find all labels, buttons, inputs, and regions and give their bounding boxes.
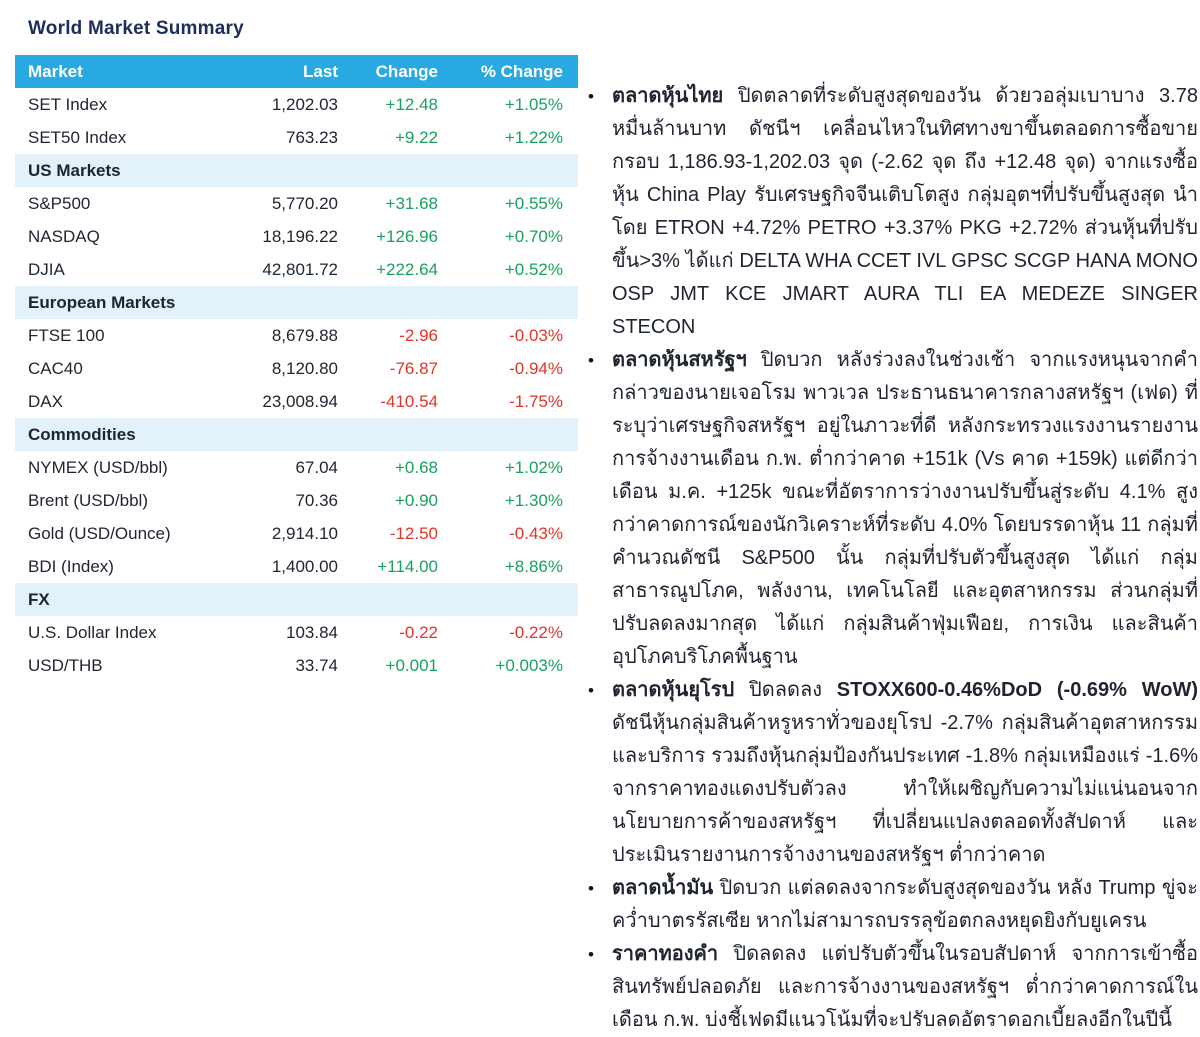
last-cell: 1,202.03: [271, 94, 338, 114]
change-cell: -2.96: [399, 325, 438, 345]
table-row: [15, 352, 578, 385]
pct-change-cell: +0.55%: [504, 193, 563, 213]
last-cell: 5,770.20: [271, 193, 338, 213]
change-cell: -410.54: [380, 391, 438, 411]
bullet-lead-bold: ตลาดน้ำมัน: [612, 877, 720, 899]
market-cell: SET50 Index: [28, 127, 127, 147]
table-row: [15, 616, 578, 649]
pct-change-cell: -0.43%: [509, 523, 563, 543]
bullet-text: [612, 943, 1198, 1031]
section-row: [15, 583, 578, 616]
world-market-table: [15, 55, 578, 682]
last-cell: 763.23: [286, 127, 338, 147]
market-cell: DAX: [28, 391, 63, 411]
change-cell: +0.68: [394, 457, 438, 477]
header-last: Last: [303, 61, 338, 81]
table-row: [15, 121, 578, 154]
pct-change-cell: +0.003%: [495, 655, 563, 675]
bullet-lead-bold: ตลาดหุ้นยุโรป: [612, 679, 750, 701]
pct-change-cell: +1.05%: [504, 94, 563, 114]
table-row: [15, 220, 578, 253]
market-cell: S&P500: [28, 193, 91, 213]
pct-change-cell: +1.30%: [504, 490, 563, 510]
bullet-lead-bold: STOXX600-0.46%DoD (-0.69% WoW): [836, 679, 1198, 701]
table-row: [15, 385, 578, 418]
pct-change-cell: -0.22%: [509, 622, 563, 642]
market-cell: BDI (Index): [28, 556, 114, 576]
market-cell: USD/THB: [28, 655, 103, 675]
change-cell: +0.90: [394, 490, 438, 510]
market-cell: NYMEX (USD/bbl): [28, 457, 168, 477]
market-cell: Gold (USD/Ounce): [28, 523, 171, 543]
section-row: [15, 154, 578, 187]
change-cell: +31.68: [385, 193, 438, 213]
market-cell: FTSE 100: [28, 325, 105, 345]
change-cell: +114.00: [377, 556, 438, 576]
bullet-item: [585, 872, 1198, 938]
bullet-body-text: ดัชนีหุ้นกลุ่มสินค้าหรูหราทั่วของยุโรป -2.7% กลุ่มสินค้าอุตสาหกรรมและบริการ รวมถึงหุ้นกลุ่มป้องกันประเทศ -1.8% กลุ่มเหมืองแร่ -1.6% จากราคาทองแดงปรับตัวลง ทำให้เผชิญกับความไม่แน่นอนจากนโยบายการค้าของสหรัฐฯ ที่เปลี่ยนแปลงตลอดทั้งสัปดาห์ และประเมินรายงานการจ้างงานของสหรัฐฯ ต่ำกว่าคาด: [612, 712, 1198, 866]
commentary-list: [585, 80, 1198, 1037]
market-cell: NASDAQ: [28, 226, 100, 246]
bullet-body-text: ปิดบวก แต่ลดลงจากระดับสูงสุดของวัน หลัง Trump ขู่จะคว่ำบาตรรัสเซีย หากไม่สามารถบรรลุข้อตกลงหยุดยิงกับยูเครน: [612, 877, 1198, 932]
bullet-text: [612, 679, 1198, 866]
bullet-item: [585, 344, 1198, 674]
table-row: [15, 88, 578, 121]
last-cell: 2,914.10: [271, 523, 338, 543]
change-cell: +126.96: [376, 226, 438, 246]
table-row: [15, 319, 578, 352]
bullet-body-text: ปิดตลาดที่ระดับสูงสุดของวัน ด้วยวอลุ่มเบาบาง 3.78 หมื่นล้านบาท ดัชนีฯ เคลื่อนไหวในทิศทางขาขึ้นตลอดการซื้อขายกรอบ 1,186.93-1,202.03 จุด (-2.62 จุด ถึง +12.48 จุด) จากแรงซื้อหุ้น China Play รับเศรษฐกิจจีนเติบโตสูง กลุ่มอุตฯที่ปรับขึ้นสูงสุด นำโดย ETRON +4.72% PETRO +3.37% PKG +2.72% ส่วนหุ้นที่ปรับขึ้น>3% ได้แก่ DELTA WHA CCET IVL GPSC SCGP HANA MONO OSP JMT KCE JMART AURA TLI EA MEDEZE SINGER STECON: [612, 85, 1198, 338]
header-market: Market: [28, 61, 83, 81]
bullet-marker-icon: •: [588, 351, 594, 370]
market-commentary: [585, 80, 1198, 1037]
bullet-marker-icon: •: [588, 87, 594, 106]
last-cell: 8,679.88: [271, 325, 338, 345]
last-cell: 33.74: [295, 655, 338, 675]
last-cell: 67.04: [295, 457, 338, 477]
bullet-item: [585, 938, 1198, 1037]
change-cell: -0.22: [399, 622, 438, 642]
pct-change-cell: -0.94%: [509, 358, 563, 378]
last-cell: 8,120.80: [271, 358, 338, 378]
last-cell: 1,400.00: [271, 556, 338, 576]
change-cell: -12.50: [389, 523, 438, 543]
bullet-marker-icon: •: [588, 681, 594, 700]
bullet-text: [612, 349, 1198, 668]
table-row: [15, 517, 578, 550]
market-cell: U.S. Dollar Index: [28, 622, 157, 642]
last-cell: 42,801.72: [262, 259, 338, 279]
bullet-lead-bold: ราคาทองคำ: [612, 943, 734, 965]
bullet-body-text: ปิดลดลง: [749, 679, 837, 701]
bullet-item: [585, 80, 1198, 344]
pct-change-cell: +0.52%: [504, 259, 563, 279]
market-cell: Brent (USD/bbl): [28, 490, 148, 510]
table-row: [15, 484, 578, 517]
section-label: US Markets: [28, 160, 121, 180]
pct-change-cell: -0.03%: [509, 325, 563, 345]
market-cell: SET Index: [28, 94, 108, 114]
last-cell: 103.84: [286, 622, 338, 642]
change-cell: +9.22: [394, 127, 438, 147]
change-cell: -76.87: [389, 358, 438, 378]
header-pct-change: % Change: [480, 61, 563, 81]
pct-change-cell: +0.70%: [504, 226, 563, 246]
table-row: [15, 187, 578, 220]
pct-change-cell: +8.86%: [504, 556, 563, 576]
table-row: [15, 649, 578, 682]
section-label: European Markets: [28, 292, 176, 312]
bullet-marker-icon: •: [588, 945, 594, 964]
bullet-item: [585, 674, 1198, 872]
bullet-body-text: ปิดบวก หลังร่วงลงในช่วงเช้า จากแรงหนุนจากคำกล่าวของนายเจอโรม พาวเวล ประธานธนาคารกลางสหรัฐฯ (เฟด) ที่ระบุว่าเศรษฐกิจสหรัฐฯ อยู่ในภาวะที่ดี หลังกระทรวงแรงงานรายงานการจ้างงานเดือน ก.พ. ต่ำกว่าคาด +151k (Vs คาด +159k) แต่ดีกว่าเดือน ม.ค. +125k ขณะที่อัตราการว่างงานปรับขึ้นสู่ระดับ 4.1% สูงกว่าคาดการณ์ของนักวิเคราะห์ที่ระดับ 4.0% โดยบรรดาหุ้น 11 กลุ่มที่คำนวณดัชนี S&P500 นั้น กลุ่มที่ปรับตัวขึ้นสูงสุด ได้แก่ กลุ่มสาธารณูปโภค, พลังงาน, เทคโนโลยี และอุตสาหกรรม ส่วนกลุ่มที่ปรับลดลงมากสุด ได้แก่ กลุ่มสินค้าฟุ่มเฟือย, การเงิน และสินค้าอุปโภคบริโภคพื้นฐาน: [612, 349, 1198, 668]
last-cell: 70.36: [295, 490, 338, 510]
market-table-body: [15, 88, 578, 682]
bullet-body-text: ปิดลดลง แต่ปรับตัวขึ้นในรอบสัปดาห์ จากการเข้าซื้อสินทรัพย์ปลอดภัย และการจ้างงานของสหรัฐฯ ต่ำกว่าคาดการณ์ในเดือน ก.พ. บ่งชี้เฟดมีแนวโน้มที่จะปรับลดอัตราดอกเบี้ยลงอีกในปีนี้: [612, 943, 1198, 1031]
pct-change-cell: +1.22%: [504, 127, 563, 147]
section-label: FX: [28, 589, 50, 609]
change-cell: +222.64: [376, 259, 438, 279]
pct-change-cell: +1.02%: [504, 457, 563, 477]
bullet-text: [612, 877, 1198, 932]
table-row: [15, 253, 578, 286]
last-cell: 18,196.22: [262, 226, 338, 246]
market-cell: CAC40: [28, 358, 83, 378]
bullet-lead-bold: ตลาดหุ้นไทย: [612, 85, 738, 107]
table-row: [15, 550, 578, 583]
last-cell: 23,008.94: [262, 391, 338, 411]
header-change: Change: [375, 61, 438, 81]
change-cell: +0.001: [385, 655, 438, 675]
section-row: [15, 418, 578, 451]
pct-change-cell: -1.75%: [509, 391, 563, 411]
table-header-row: [15, 55, 578, 88]
bullet-marker-icon: •: [588, 879, 594, 898]
market-cell: DJIA: [28, 259, 65, 279]
section-label: Commodities: [28, 424, 136, 444]
bullet-text: [612, 85, 1198, 338]
bullet-lead-bold: ตลาดหุ้นสหรัฐฯ: [612, 349, 761, 371]
section-row: [15, 286, 578, 319]
change-cell: +12.48: [385, 94, 438, 114]
table-row: [15, 451, 578, 484]
page-title: World Market Summary: [28, 18, 244, 39]
